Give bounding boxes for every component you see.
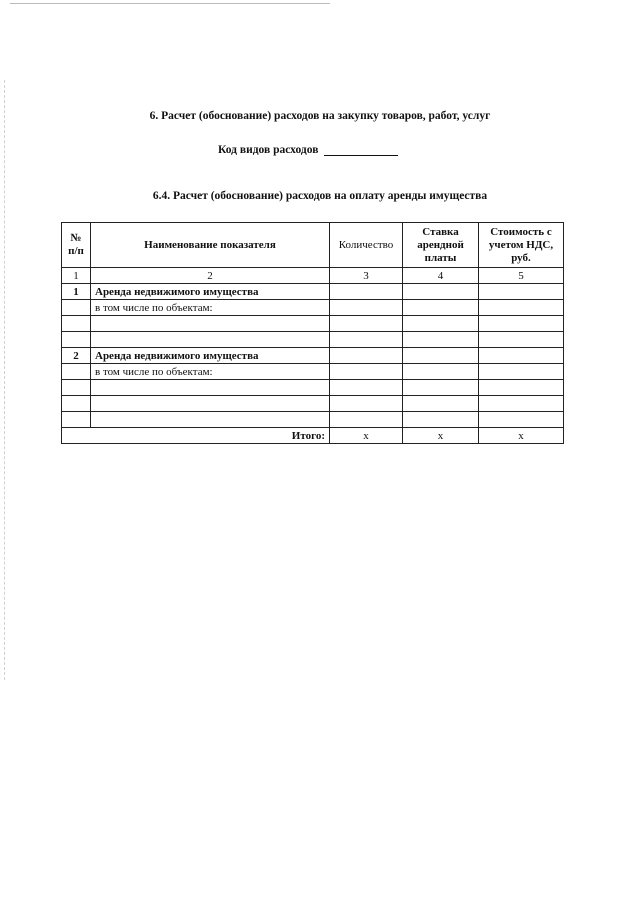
empty-cell [62, 380, 91, 396]
table-row [62, 300, 564, 316]
total-row [62, 428, 564, 444]
table-row [62, 348, 564, 364]
empty-cell [330, 284, 403, 300]
empty-cell [403, 300, 479, 316]
empty-cell [330, 300, 403, 316]
empty-cell [479, 332, 564, 348]
empty-cell [403, 332, 479, 348]
empty-cell [403, 396, 479, 412]
empty-cell [330, 396, 403, 412]
table-row [62, 316, 564, 332]
subsection-title: 6.4. Расчет (обоснование) расходов на оплату аренды имущества [152, 190, 488, 202]
header-rate: Ставка арендной платы [403, 223, 479, 268]
table-row [62, 364, 564, 380]
scan-top-line [10, 3, 330, 4]
empty-cell [62, 300, 91, 316]
expense-code-line [218, 143, 398, 156]
empty-cell [330, 348, 403, 364]
empty-cell [479, 316, 564, 332]
header-quantity: Количество [330, 223, 403, 268]
table-row [62, 396, 564, 412]
total-quantity: x [330, 428, 403, 444]
empty-cell [479, 412, 564, 428]
section-title: 6. Расчет (обоснование) расходов на закупку товаров, работ, услуг [149, 110, 491, 122]
group-1-num: 1 [62, 284, 91, 300]
empty-cell [91, 412, 330, 428]
header-name: Наименование показателя [91, 223, 330, 268]
empty-cell [403, 284, 479, 300]
total-rate: x [403, 428, 479, 444]
empty-cell [62, 364, 91, 380]
table-row [62, 284, 564, 300]
header-cost: Стоимость с учетом НДС, руб. [479, 223, 564, 268]
total-label: Итого: [62, 428, 330, 444]
expense-code-label: Код видов расходов [218, 144, 319, 156]
empty-cell [330, 332, 403, 348]
table-row [62, 380, 564, 396]
empty-cell [479, 396, 564, 412]
group-2-name: Аренда недвижимого имущества [91, 348, 330, 364]
empty-cell [62, 412, 91, 428]
empty-cell [91, 380, 330, 396]
empty-cell [91, 332, 330, 348]
colnum-3: 3 [330, 268, 403, 284]
table-row [62, 412, 564, 428]
empty-cell [479, 348, 564, 364]
group-1-name: Аренда недвижимого имущества [91, 284, 330, 300]
header-num: № п/п [62, 223, 91, 268]
total-cost: x [479, 428, 564, 444]
expense-code-blank [324, 143, 398, 156]
rent-calculation-table [61, 222, 564, 444]
scan-left-edge [4, 80, 5, 680]
colnum-5: 5 [479, 268, 564, 284]
empty-cell [403, 348, 479, 364]
colnum-2: 2 [91, 268, 330, 284]
empty-cell [403, 364, 479, 380]
header-row [62, 223, 564, 268]
empty-cell [403, 380, 479, 396]
empty-cell [62, 396, 91, 412]
group-2-sub-label: в том числе по объектам: [91, 364, 330, 380]
empty-cell [479, 364, 564, 380]
group-2-num: 2 [62, 348, 91, 364]
empty-cell [330, 412, 403, 428]
empty-cell [479, 284, 564, 300]
group-1-sub-label: в том числе по объектам: [91, 300, 330, 316]
empty-cell [91, 396, 330, 412]
column-number-row [62, 268, 564, 284]
empty-cell [62, 316, 91, 332]
empty-cell [479, 380, 564, 396]
empty-cell [330, 316, 403, 332]
colnum-1: 1 [62, 268, 91, 284]
empty-cell [62, 332, 91, 348]
empty-cell [330, 380, 403, 396]
empty-cell [91, 316, 330, 332]
empty-cell [403, 412, 479, 428]
empty-cell [479, 300, 564, 316]
empty-cell [403, 316, 479, 332]
empty-cell [330, 364, 403, 380]
colnum-4: 4 [403, 268, 479, 284]
table-row [62, 332, 564, 348]
